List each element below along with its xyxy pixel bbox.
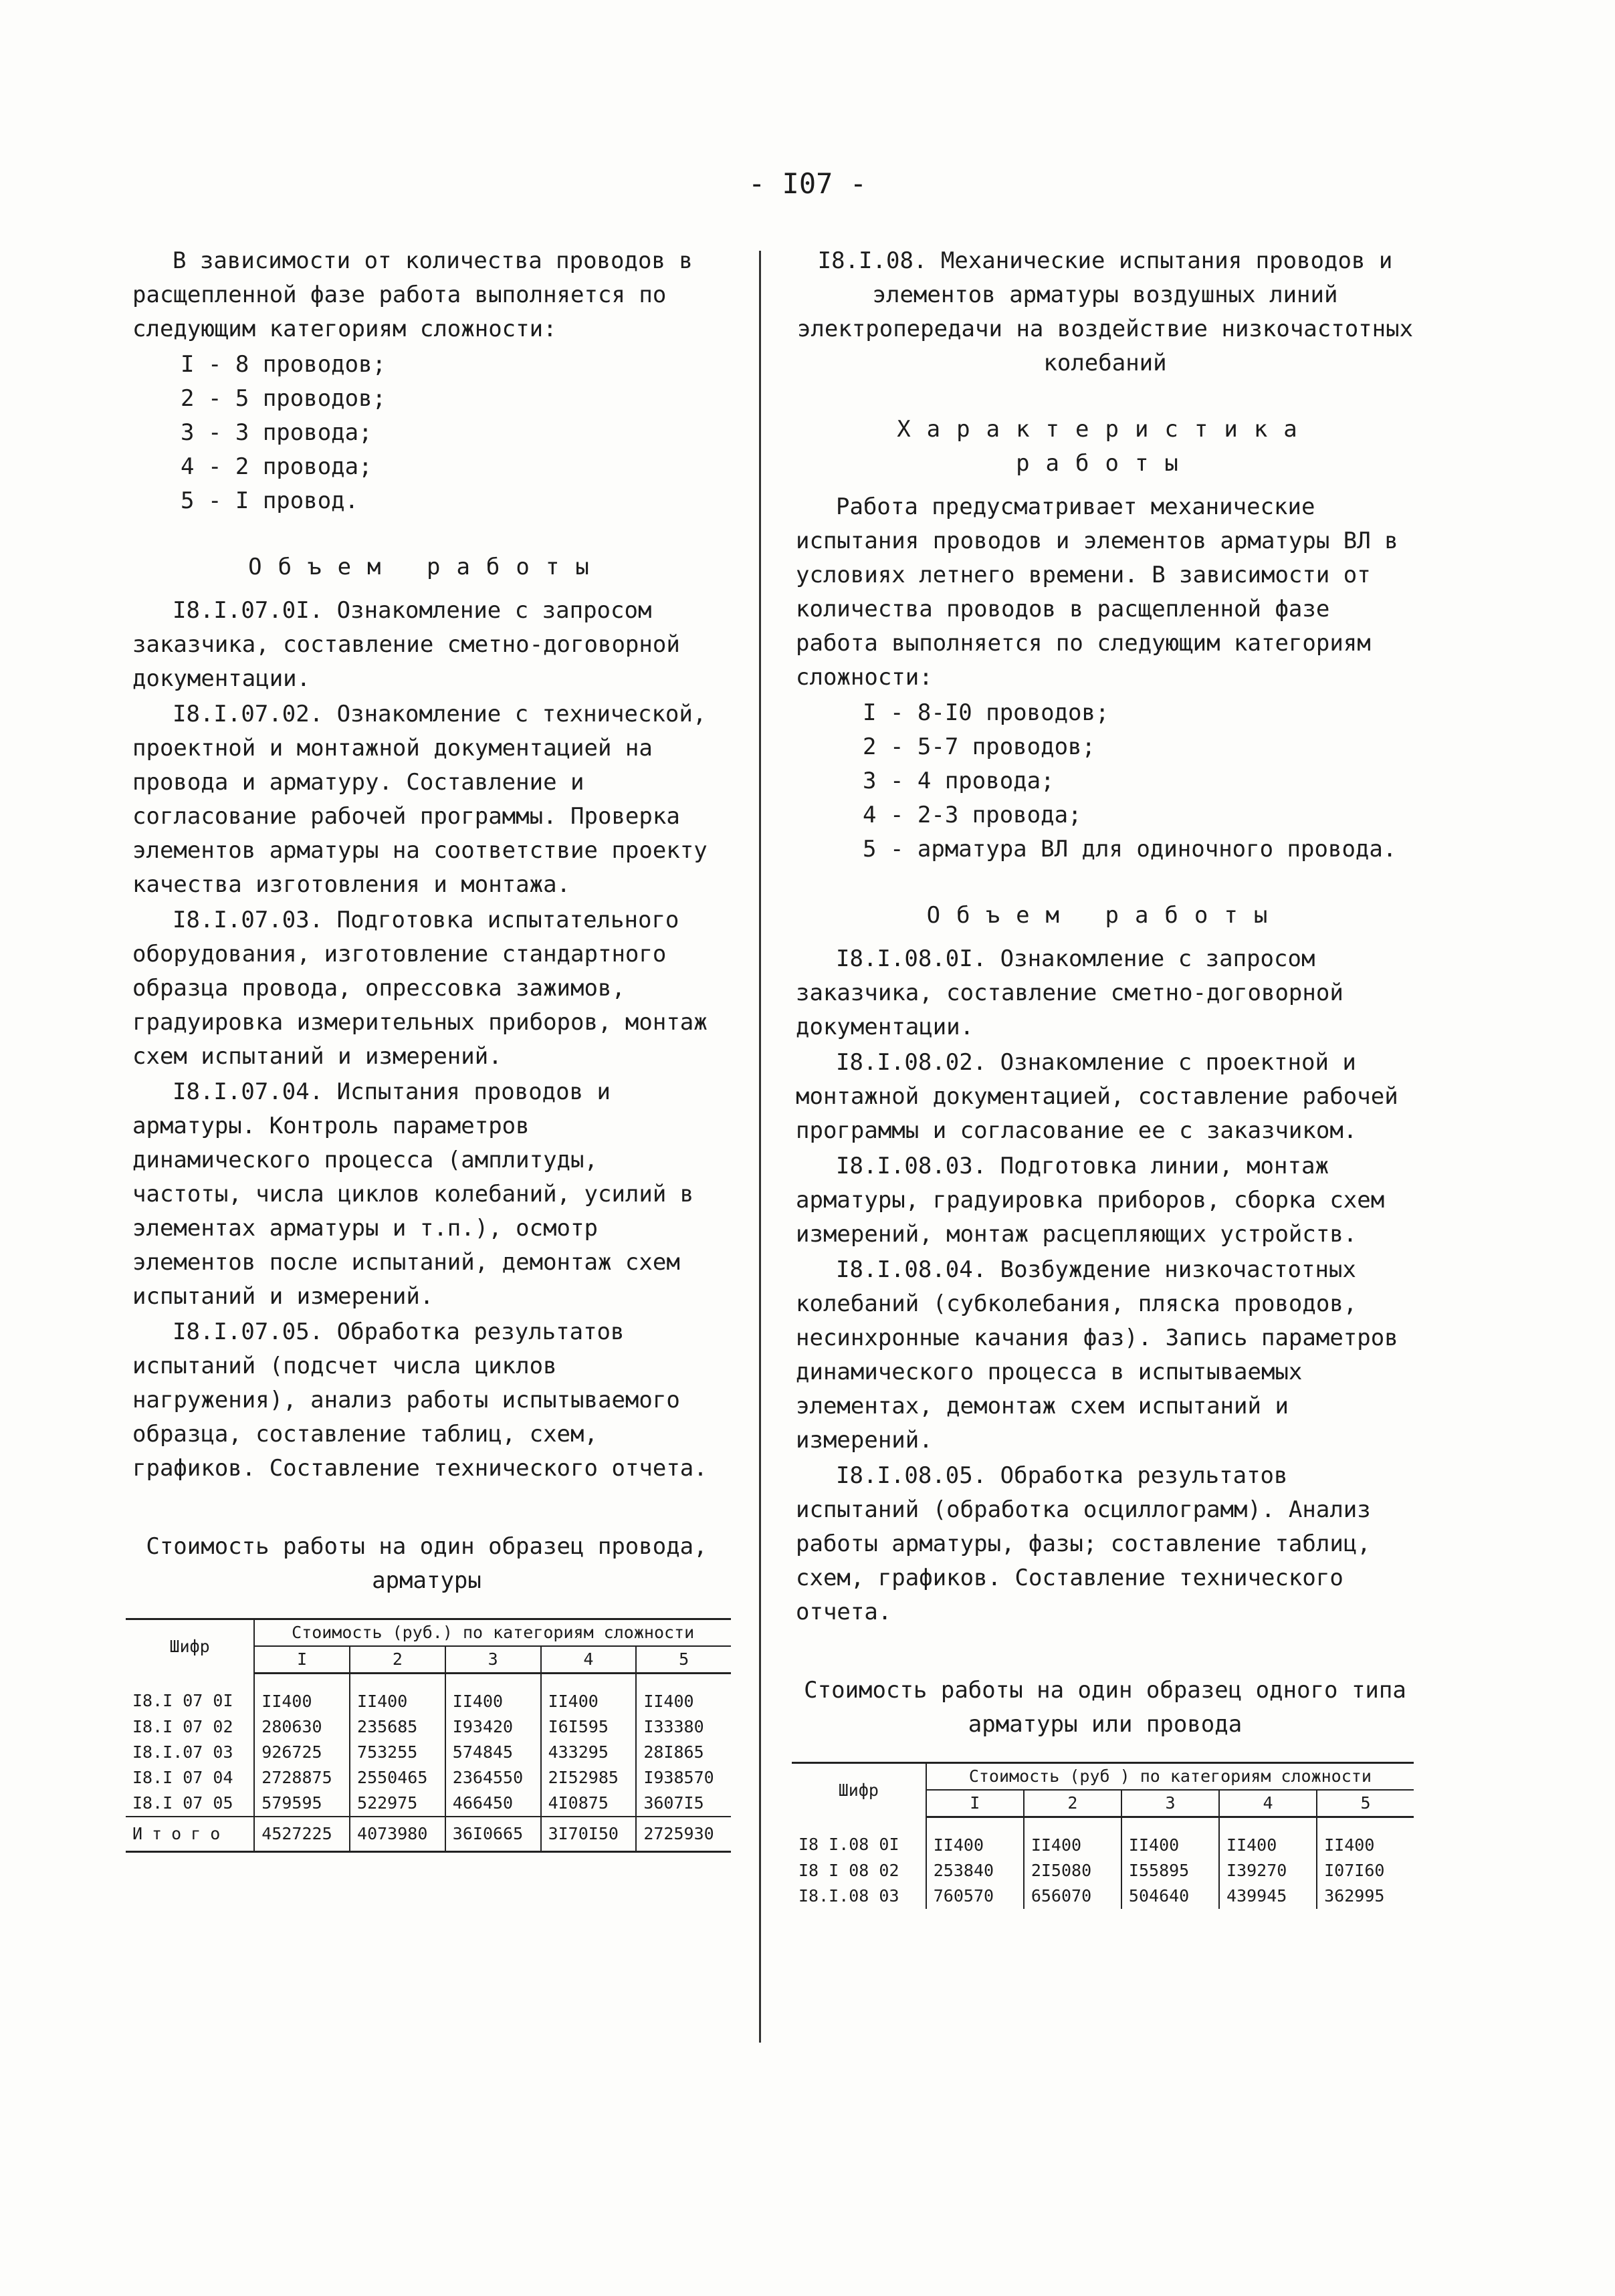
cell-value: II400	[636, 1674, 731, 1715]
list-item: 2 - 5-7 проводов;	[863, 733, 1095, 760]
cell-value: 656070	[1024, 1883, 1121, 1909]
cell-value: II400	[1317, 1817, 1414, 1859]
category-header: 3	[445, 1646, 541, 1674]
cell-value: I55895	[1121, 1858, 1219, 1883]
total-value: 4073980	[350, 1817, 445, 1852]
list-item: 4 - 2-3 провода;	[863, 802, 1082, 828]
code-header: Шифр	[792, 1763, 926, 1817]
row-code: I8.I 07 02	[132, 1717, 233, 1736]
cell-value: I07I60	[1317, 1858, 1414, 1883]
left-item: I8.I.07.02. Ознакомление с технической, проектной и монтажной документацией на провода и арматуру. Составление и согласование рабочей программы. Проверка элементов арматуры на соответствие проекту качества изготовления и монтажа.	[132, 701, 708, 898]
cell-value: 28I865	[636, 1740, 731, 1765]
right-cost-table	[792, 1762, 1414, 1909]
cell-value: 574845	[445, 1740, 541, 1765]
list-item: I - 8-I0 проводов;	[863, 699, 1109, 726]
row-code: I8 I.08 0I	[798, 1835, 899, 1855]
cell-value: II400	[926, 1817, 1024, 1859]
table-row	[126, 1791, 731, 1817]
left-cost-table	[126, 1618, 731, 1853]
list-item: 3 - 4 провода;	[863, 768, 1055, 794]
row-code: I8.I.07 03	[132, 1742, 233, 1762]
left-intro: В зависимости от количества проводов в расщепленной фазе работа выполняется по следующим категориям сложности:	[132, 247, 693, 342]
right-table-caption: Стоимость работы на один образец одного типа арматуры или провода	[804, 1677, 1406, 1738]
left-item: I8.I.07.05. Обработка результатов испытаний (подсчет числа циклов нагружения), анализ работы испытываемого образца, составление таблиц, схем, графиков. Составление технического отчета.	[132, 1318, 708, 1482]
left-column	[132, 244, 721, 1853]
cell-value: 579595	[254, 1791, 350, 1817]
category-header: 5	[1317, 1790, 1414, 1817]
cell-value: 926725	[254, 1740, 350, 1765]
total-value: 3I70I50	[541, 1817, 637, 1852]
right-item: I8.I.08.0I. Ознакомление с запросом заказчика, составление сметно-договорной документации.	[796, 945, 1343, 1040]
left-item: I8.I.07.03. Подготовка испытательного оборудования, изготовление стандартного образца провода, опрессовка зажимов, градуировка измерительных приборов, монтаж схем испытаний и измерений.	[132, 907, 708, 1070]
left-scope-heading: Объем работы	[248, 554, 605, 580]
list-item: 5 - арматура ВЛ для одиночного провода.	[863, 836, 1397, 863]
cell-value: 2I52985	[541, 1765, 637, 1791]
category-header: 4	[1219, 1790, 1317, 1817]
list-item: 2 - 5 проводов;	[181, 385, 387, 412]
table-row	[792, 1858, 1414, 1883]
total-label: Итого	[126, 1817, 254, 1852]
category-header: I	[926, 1790, 1024, 1817]
characteristic-heading: Характеристика работы	[897, 416, 1313, 477]
table-row	[792, 1883, 1414, 1909]
cell-value: 504640	[1121, 1883, 1219, 1909]
right-item: I8.I.08.03. Подготовка линии, монтаж арматуры, градуировка приборов, сборка схем измерений, монтаж расцепляющих устройств.	[796, 1153, 1385, 1248]
table-row	[126, 1740, 731, 1765]
left-table-caption: Стоимость работы на один образец провода, арматуры	[146, 1533, 708, 1594]
cell-value: 753255	[350, 1740, 445, 1765]
cell-value: II400	[445, 1674, 541, 1715]
list-item: 4 - 2 провода;	[181, 453, 372, 480]
cell-value: II400	[1024, 1817, 1121, 1859]
list-item: 3 - 3 провода;	[181, 419, 372, 446]
total-value: 4527225	[254, 1817, 350, 1852]
cell-value: 2550465	[350, 1765, 445, 1791]
cost-header: Стоимость (руб.) по категориям сложности	[254, 1619, 731, 1647]
table-row	[792, 1817, 1414, 1859]
row-code: I8.I.08 03	[798, 1886, 899, 1906]
cell-value: 3607I5	[636, 1791, 731, 1817]
cell-value: I33380	[636, 1714, 731, 1740]
cell-value: 2I5080	[1024, 1858, 1121, 1883]
cell-value: I93420	[445, 1714, 541, 1740]
cell-value: 433295	[541, 1740, 637, 1765]
section-title: I8.I.08. Механические испытания проводов и элементов арматуры воздушных линий электропередачи на воздействие низкочастотных колебаний	[796, 247, 1414, 376]
list-item: 5 - I провод.	[181, 487, 359, 514]
category-header: 2	[350, 1646, 445, 1674]
cell-value: I39270	[1219, 1858, 1317, 1883]
cell-value: 2364550	[445, 1765, 541, 1791]
cell-value: 235685	[350, 1714, 445, 1740]
cell-value: 2728875	[254, 1765, 350, 1791]
left-category-list	[132, 348, 721, 518]
category-header: 4	[541, 1646, 637, 1674]
cost-header: Стоимость (руб ) по категориям сложности	[926, 1763, 1414, 1791]
right-item: I8.I.08.02. Ознакомление с проектной и монтажной документацией, составление рабочей программы и согласование ее с заказчиком.	[796, 1049, 1398, 1144]
row-code: I8.I 07 04	[132, 1768, 233, 1787]
column-divider	[759, 251, 761, 2043]
cell-value: 522975	[350, 1791, 445, 1817]
left-item: I8.I.07.0I. Ознакомление с запросом заказчика, составление сметно-договорной документации.	[132, 597, 680, 692]
cell-value: 362995	[1317, 1883, 1414, 1909]
cell-value: 4I0875	[541, 1791, 637, 1817]
category-header: 2	[1024, 1790, 1121, 1817]
row-code: I8.I 07 0I	[132, 1691, 233, 1711]
cell-value: II400	[541, 1674, 637, 1715]
cell-value: II400	[1219, 1817, 1317, 1859]
cell-value: I938570	[636, 1765, 731, 1791]
right-scope-heading: Объем работы	[926, 902, 1284, 929]
table-row	[126, 1765, 731, 1791]
cell-value: 439945	[1219, 1883, 1317, 1909]
row-code: I8.I 07 05	[132, 1793, 233, 1813]
category-header: I	[254, 1646, 350, 1674]
category-header: 5	[636, 1646, 731, 1674]
page-number: - I07 -	[748, 167, 867, 200]
cell-value: 466450	[445, 1791, 541, 1817]
total-row	[126, 1817, 731, 1852]
cell-value: II400	[350, 1674, 445, 1715]
total-value: 36I0665	[445, 1817, 541, 1852]
row-code: I8 I 08 02	[798, 1861, 899, 1880]
right-category-list	[796, 696, 1414, 867]
left-item: I8.I.07.04. Испытания проводов и арматуры. Контроль параметров динамического процесса (амплитуды, частоты, числа циклов колебаний, усилий в элементах арматуры и т.п.), осмотр элементов после испытаний, демонтаж схем испытаний и измерений.	[132, 1078, 694, 1310]
category-header: 3	[1121, 1790, 1219, 1817]
cell-value: 253840	[926, 1858, 1024, 1883]
code-header: Шифр	[126, 1619, 254, 1674]
list-item: I - 8 проводов;	[181, 351, 387, 378]
right-item: I8.I.08.04. Возбуждение низкочастотных колебаний (субколебания, пляска проводов, несинхронные качания фаз). Запись параметров динамического процесса в испытываемых элементах, демонтаж схем испытаний и измерений.	[796, 1256, 1398, 1454]
table-row	[126, 1674, 731, 1715]
cell-value: 280630	[254, 1714, 350, 1740]
cell-value: II400	[254, 1674, 350, 1715]
cell-value: 760570	[926, 1883, 1024, 1909]
right-column	[796, 244, 1414, 1909]
characteristic-text: Работа предусматривает механические испытания проводов и элементов арматуры ВЛ в условиях летнего времени. В зависимости от количества проводов в расщепленной фазе работа выполняется по следующим категориям сложности:	[796, 493, 1398, 691]
cell-value: I6I595	[541, 1714, 637, 1740]
right-item: I8.I.08.05. Обработка результатов испытаний (обработка осциллограмм). Анализ работы арматуры, фазы; составление таблиц, схем, графиков. Составление технического отчета.	[796, 1462, 1371, 1625]
table-row	[126, 1714, 731, 1740]
cell-value: II400	[1121, 1817, 1219, 1859]
total-value: 2725930	[636, 1817, 731, 1852]
